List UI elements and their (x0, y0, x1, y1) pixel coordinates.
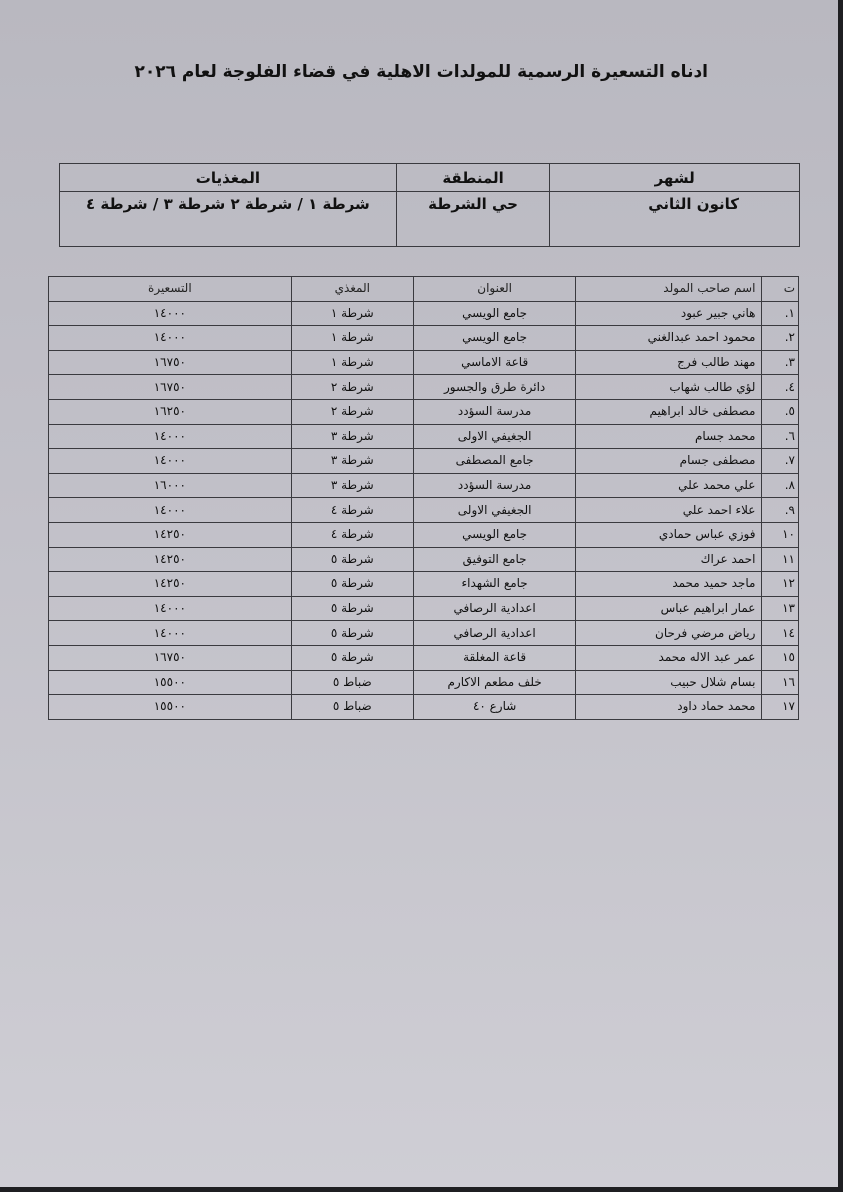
table-row (49, 645, 799, 670)
feeder-cell: شرطة ٥ (291, 547, 413, 572)
row-number-cell: ٤. (762, 375, 799, 400)
price-cell: ١٤٠٠٠ (49, 424, 292, 449)
table-row (49, 375, 799, 400)
owner-name-cell: مصطفى جسام (576, 449, 762, 474)
owner-name-cell: رياض مرضي فرحان (576, 621, 762, 646)
row-number-cell: ٢. (762, 326, 799, 351)
row-number-cell: ٣. (762, 350, 799, 375)
row-number-cell: ٥. (762, 399, 799, 424)
owner-name-cell: احمد عراك (576, 547, 762, 572)
feeder-cell: شرطة ٣ (291, 449, 413, 474)
price-cell: ١٦٢٥٠ (49, 399, 292, 424)
address-cell: جامع المصطفى (413, 449, 576, 474)
feeder-cell: شرطة ٥ (291, 596, 413, 621)
owner-name-cell: علي محمد علي (576, 473, 762, 498)
price-cell: ١٥٥٠٠ (49, 695, 292, 720)
table-row (49, 547, 799, 572)
area-header: المنطقة (396, 164, 550, 192)
owner-name-cell: عمار ابراهيم عباس (576, 596, 762, 621)
row-number-cell: ٩. (762, 498, 799, 523)
row-number-cell: ١٣ (762, 596, 799, 621)
table-row (49, 596, 799, 621)
address-cell: دائرة طرق والجسور (413, 375, 576, 400)
table-row (49, 572, 799, 597)
month-value: كانون الثاني (550, 192, 800, 247)
owner-name-cell: محمد حماد داود (576, 695, 762, 720)
feeder-cell: شرطة ٣ (291, 473, 413, 498)
price-cell: ١٤٢٥٠ (49, 572, 292, 597)
owner-name-cell: هاني جبير عبود (576, 301, 762, 326)
rates-header-row (49, 277, 799, 302)
price-cell: ١٤٠٠٠ (49, 301, 292, 326)
address-cell: مدرسة السؤدد (413, 473, 576, 498)
table-row (49, 670, 799, 695)
price-cell: ١٦٠٠٠ (49, 473, 292, 498)
price-cell: ١٤٠٠٠ (49, 596, 292, 621)
table-row (49, 621, 799, 646)
owner-header: اسم صاحب المولد (576, 277, 762, 302)
table-row (49, 399, 799, 424)
price-cell: ١٤٢٥٠ (49, 547, 292, 572)
table-row (49, 473, 799, 498)
table-row (49, 301, 799, 326)
address-cell: اعدادية الرصافي (413, 596, 576, 621)
feeder-cell: شرطة ٥ (291, 572, 413, 597)
owner-name-cell: لؤي طالب شهاب (576, 375, 762, 400)
address-cell: قاعة الاماسي (413, 350, 576, 375)
summary-header-row (60, 164, 800, 192)
address-cell: جامع الويسي (413, 326, 576, 351)
owner-name-cell: علاء احمد علي (576, 498, 762, 523)
document-title: ادناه التسعيرة الرسمية للمولدات الاهلية في قضاء الفلوجة لعام ٢٠٢٦ (134, 62, 708, 82)
address-header: العنوان (413, 277, 576, 302)
feeder-cell: شرطة ١ (291, 350, 413, 375)
table-row (49, 424, 799, 449)
feeder-cell: ضباط ٥ (291, 670, 413, 695)
rates-body (49, 301, 799, 719)
price-cell: ١٤٠٠٠ (49, 326, 292, 351)
row-number-cell: ١. (762, 301, 799, 326)
price-header: التسعيرة (49, 277, 292, 302)
price-cell: ١٤٢٥٠ (49, 522, 292, 547)
row-number-cell: ١٧ (762, 695, 799, 720)
row-number-cell: ١٦ (762, 670, 799, 695)
address-cell: الجغيفي الاولى (413, 424, 576, 449)
area-value: حي الشرطة (396, 192, 550, 247)
address-cell: خلف مطعم الاكارم (413, 670, 576, 695)
owner-name-cell: مصطفى خالد ابراهيم (576, 399, 762, 424)
address-cell: الجغيفي الاولى (413, 498, 576, 523)
row-number-cell: ١٤ (762, 621, 799, 646)
row-number-cell: ١١ (762, 547, 799, 572)
row-number-cell: ١٢ (762, 572, 799, 597)
address-cell: جامع الويسي (413, 301, 576, 326)
address-cell: جامع الويسي (413, 522, 576, 547)
row-number-cell: ٨. (762, 473, 799, 498)
month-header: لشهر (550, 164, 800, 192)
feeder-cell: شرطة ١ (291, 301, 413, 326)
owner-name-cell: عمر عبد الاله محمد (576, 645, 762, 670)
table-row (49, 326, 799, 351)
row-number-cell: ٦. (762, 424, 799, 449)
feeder-cell: شرطة ١ (291, 326, 413, 351)
price-cell: ١٦٧٥٠ (49, 645, 292, 670)
summary-value-row (60, 192, 800, 247)
address-cell: مدرسة السؤدد (413, 399, 576, 424)
feeder-cell: ضباط ٥ (291, 695, 413, 720)
table-row (49, 522, 799, 547)
row-number-cell: ١٠ (762, 522, 799, 547)
owner-name-cell: ماجد حميد محمد (576, 572, 762, 597)
price-cell: ١٤٠٠٠ (49, 449, 292, 474)
feeders-header: المغذيات (60, 164, 397, 192)
feeder-header: المغذي (291, 277, 413, 302)
row-number-cell: ١٥ (762, 645, 799, 670)
price-cell: ١٤٠٠٠ (49, 498, 292, 523)
owner-name-cell: فوزي عباس حمادي (576, 522, 762, 547)
number-header: ت (762, 277, 799, 302)
feeder-cell: شرطة ٢ (291, 375, 413, 400)
table-row (49, 449, 799, 474)
feeder-cell: شرطة ٤ (291, 498, 413, 523)
feeders-value: شرطة ١ / شرطة ٢ شرطة ٣ / شرطة ٤ (60, 192, 397, 247)
address-cell: شارع ٤٠ (413, 695, 576, 720)
owner-name-cell: بسام شلال حبيب (576, 670, 762, 695)
address-cell: قاعة المغلقة (413, 645, 576, 670)
price-cell: ١٥٥٠٠ (49, 670, 292, 695)
owner-name-cell: محمد جسام (576, 424, 762, 449)
generator-rates-table (48, 276, 799, 720)
table-row (49, 350, 799, 375)
feeder-cell: شرطة ٥ (291, 645, 413, 670)
owner-name-cell: مهند طالب فرج (576, 350, 762, 375)
price-cell: ١٤٠٠٠ (49, 621, 292, 646)
table-row (49, 695, 799, 720)
owner-name-cell: محمود احمد عبدالغني (576, 326, 762, 351)
address-cell: جامع التوفيق (413, 547, 576, 572)
table-row (49, 498, 799, 523)
summary-table (59, 163, 800, 247)
row-number-cell: ٧. (762, 449, 799, 474)
price-cell: ١٦٧٥٠ (49, 350, 292, 375)
feeder-cell: شرطة ٥ (291, 621, 413, 646)
address-cell: جامع الشهداء (413, 572, 576, 597)
feeder-cell: شرطة ٢ (291, 399, 413, 424)
feeder-cell: شرطة ٣ (291, 424, 413, 449)
feeder-cell: شرطة ٤ (291, 522, 413, 547)
price-cell: ١٦٧٥٠ (49, 375, 292, 400)
address-cell: اعدادية الرصافي (413, 621, 576, 646)
